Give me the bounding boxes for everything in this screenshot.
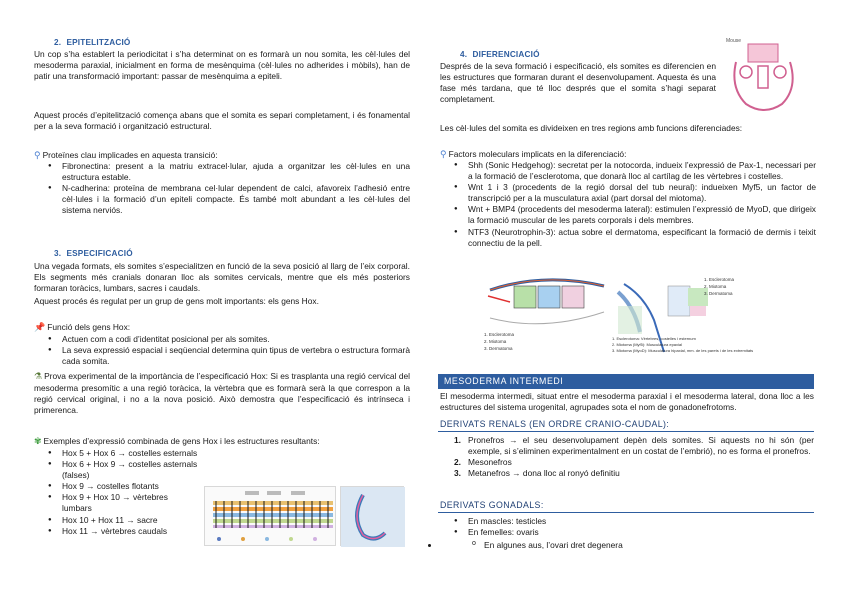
pin-icon: 📌 xyxy=(34,322,46,332)
list-item: ● Wnt + BMP4 (procedents del mesoderma lateral): estimulen l’expressió de MyoD, que dirigeix la formació muscular de les parets corporals i dels membres. xyxy=(440,204,816,226)
figure-legend-2: 1. Esclerotoma 2. Miotoma 3. Dermatoma xyxy=(484,332,515,351)
list-item: ● Hox 9 + Hox 10 → vèrtebres lumbars xyxy=(34,492,174,514)
hox-expression-diagram xyxy=(205,487,337,547)
list-item: ● Hox 9 → costelles flotants xyxy=(34,481,224,492)
list-item: ● Shh (Sonic Hedgehog): secretat per la notocorda, indueix l’expressió de Pax-1, necessari per a la formació de l’esclerotoma, que donarà lloc al cartílag de les vèrtebres i costelles. xyxy=(440,160,816,182)
list-item: ● NTF3 (Neurotrophin-3): actua sobre el dermatoma, especificant la formació de dermis i teixit connectiu de la pell. xyxy=(440,227,816,249)
gonadal-list xyxy=(440,516,814,538)
mouse-somite-diagram xyxy=(724,38,804,114)
list-item: 2. Mesonefros xyxy=(454,457,512,468)
section-heading-epitelitzacio: 2. EPITELITZACIÓ xyxy=(54,38,131,47)
proteins-title: ⚲ Proteïnes clau implicades en aquesta transició: xyxy=(34,150,218,160)
molecule-icon: ⚲ xyxy=(440,149,447,159)
epit-paragraph-1: Un cop s’ha establert la periodicitat i s’ha determinat on es formarà un nou somita, les cèl·lules del mesoderma paraxial, inicialment en forma de mesènquima (cèl·lules no adherides i mòbils), han de patir una transformació important: passar de mesènquima a epiteli. xyxy=(34,49,410,82)
factors-list xyxy=(440,160,816,249)
section-heading-especificacio: 3. ESPECIFICACIÓ xyxy=(54,249,133,258)
hox-function-list xyxy=(34,334,410,367)
list-item: ● Hox 6 + Hox 9 → costelles asternals (falses) xyxy=(34,459,224,481)
factors-title: ⚲ Factors moleculars implicats en la diferenciació: xyxy=(440,149,627,159)
hox-function-title: 📌 Funció dels gens Hox: xyxy=(34,322,131,332)
espec-paragraph-1: Una vegada formats, els somites s’especialitzen en funció de la seva posició al llarg de l’eix corporal. Els segments més cranials donaran lloc als somites cervicals, mentre que els més posteriors formaran toràcics, lumbars, sacres i caudals. xyxy=(34,261,410,294)
experimental-proof: ⚗ Prova experimental de la importància de l’especificació Hox: Si es trasplanta una regió cervical del mesoderma presomític a una regió toràcica, la vèrtebra que es formarà serà la que correspon a la regió cervical original, i no a la nova posició. Això demostra que l’especificació és intrínseca i primerenca. xyxy=(34,371,410,416)
list-item: ● En mascles: testicles xyxy=(440,516,814,527)
renal-derivatives-header: DERIVATS RENALS (EN ORDRE CRANIO-CAUDAL): xyxy=(438,418,814,432)
list-item: o • En algunes aus, l’ovari dret degenera xyxy=(440,540,814,551)
list-item: ● Fibronectina: present a la matriu extracel·lular, ajuda a organitzar les cèl·lules en una estructura estable. xyxy=(34,161,410,183)
epit-paragraph-2: Aquest procés d’epitelització comença abans que el somita es separi completament, i és fonamental per a la seva formació i organització estructural. xyxy=(34,110,410,132)
intermediate-mesoderm-header: MESODERMA INTERMEDI xyxy=(438,374,814,389)
list-item: ● La seva expressió espacial i seqüencial determina quin tipus de vertebra o estructura formarà cada somita. xyxy=(34,345,410,367)
proteins-list xyxy=(34,161,410,216)
mouse-somite-figure xyxy=(724,38,804,114)
examples-title: ✾ Exemples d’expressió combinada de gens Hox i les estructures resultants: xyxy=(34,436,320,446)
figure-legend-1: 1. Esclerotoma 2. Miotoma 3. Dermatoma xyxy=(704,277,735,297)
figure-label: Mouse xyxy=(726,38,742,44)
dif-paragraph-2: Les cèl·lules del somita es divideixen en tres regions amb funcions diferenciades: xyxy=(440,123,743,133)
list-item: ● N-cadherina: proteïna de membrana cel·lular dependent de calci, afavoreix l’adhesió entre cèl·lules i la formació d’un epiteli compacte. És també molt abundant a les cèl·lules del sistema nerviós. xyxy=(34,183,410,216)
dif-paragraph-1: Després de la seva formació i especificació, els somites es diferencien en les estructures que formaran durant el desenvolupament. Aquesta és una fase més tardana, que té lloc després que el somita s’hagi separat completament. xyxy=(440,61,716,105)
renal-list xyxy=(440,435,814,479)
figure-legend-3: 1. Esclerotoma: Vèrtebres, costelles i esternum 2. Miotoma (Myf5): Musculatura epaxial 3. Miotoma (MyoD): Musculatura hipaxial, mm. de les parets i de les extremitats xyxy=(612,336,754,353)
list-item: ● Hox 10 + Hox 11 → sacre xyxy=(34,515,224,526)
differentiation-figure xyxy=(484,272,814,362)
hox-expression-figure xyxy=(204,486,336,546)
embryo-image xyxy=(341,487,405,547)
intermediate-paragraph: El mesoderma intermedi, situat entre el mesoderma paraxial i el mesoderma lateral, dona lloc a les estructures del sistema urogenital, agrupades sota el nom de gonadonefrotoms. xyxy=(440,391,814,413)
gonadal-sublist xyxy=(440,540,814,551)
flask-icon: ⚗ xyxy=(34,371,43,381)
embryo-photo xyxy=(340,486,404,546)
molecule-icon: ⚲ xyxy=(34,150,41,160)
list-item: ● Hox 11 → vèrtebres caudals xyxy=(34,526,224,537)
examples-list xyxy=(34,448,224,537)
list-item: ● En femelles: ovaris xyxy=(440,527,814,538)
espec-paragraph-2: Aquest procés és regulat per un grup de gens molt importants: els gens Hox. xyxy=(34,296,319,306)
list-item: ● Hox 5 + Hox 6 → costelles esternals xyxy=(34,448,224,459)
list-item: 1. Pronefros → el seu desenvolupament depèn dels somites. Si aquests no hi són (per exemple, si s’eliminen experimentalment en un costat de l’embrió), no es forma el pronefros. xyxy=(454,435,814,457)
list-item: ● Actuen com a codi d’identitat posicional per als somites. xyxy=(34,334,410,345)
list-item: ● Wnt 1 i 3 (procedents de la regió dorsal del tub neural): indueixen Myf5, un factor de transcripció per a la musculatura axial (part dorsal del miotoma). xyxy=(440,182,816,204)
dna-icon: ✾ xyxy=(34,436,42,446)
list-item: 3. Metanefros → dona lloc al ronyó definitiu xyxy=(454,468,620,479)
gonadal-derivatives-header: DERIVATS GONADALS: xyxy=(438,499,814,513)
section-heading-diferenciacio: 4. DIFERENCIACIÓ xyxy=(460,50,540,59)
